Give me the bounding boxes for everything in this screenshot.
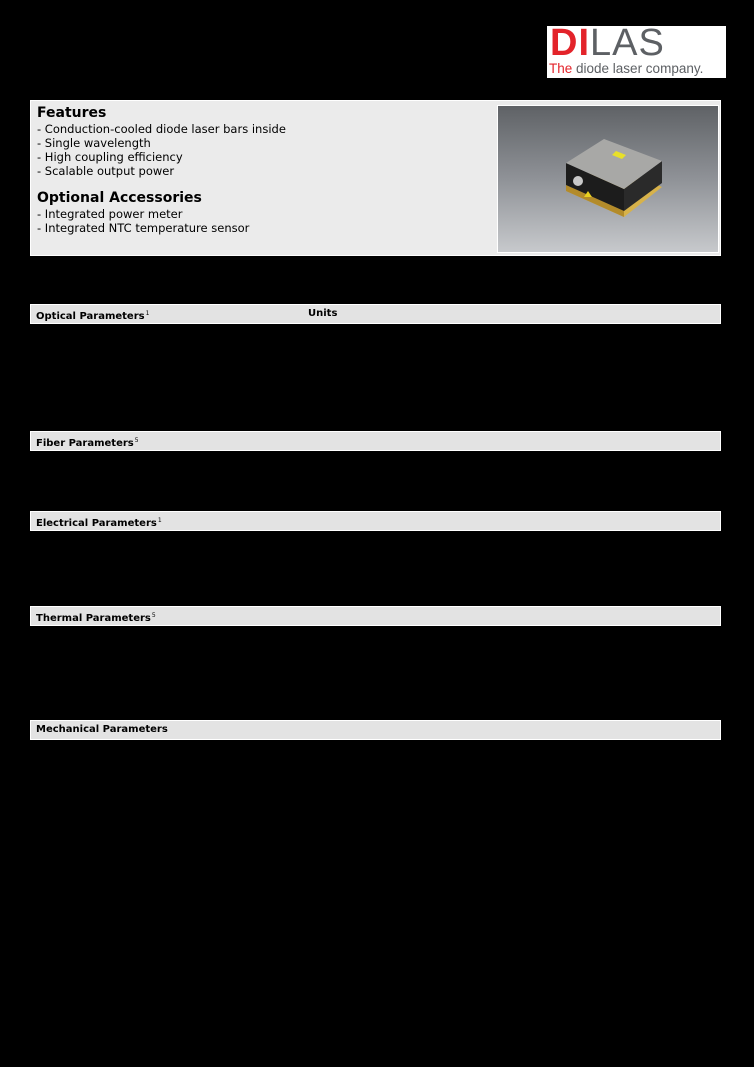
feature-item: - Single wavelength (37, 136, 151, 150)
footnote-ref: 1 (145, 310, 150, 317)
section-header-electrical (30, 511, 721, 531)
logo-tagline (549, 61, 703, 76)
logo-gray-part: LAS (590, 22, 665, 64)
section-title: Fiber Parameters (36, 438, 134, 449)
footnote-ref: 5 (151, 612, 156, 619)
logo-red-part: DI (550, 22, 590, 64)
accessories-list (37, 207, 286, 235)
section-title: Optical Parameters (36, 311, 145, 322)
accessories-title: Optional Accessories (37, 190, 202, 206)
section-title: Mechanical Parameters (36, 724, 168, 735)
feature-item: - High coupling efficiency (37, 150, 183, 164)
section-label (36, 305, 149, 326)
tagline-gray: diode laser company. (572, 61, 704, 76)
section-label (36, 432, 139, 453)
feature-item: - Scalable output power (37, 164, 175, 178)
logo-wordmark (550, 24, 665, 62)
dilas-logo (547, 22, 726, 78)
accessory-item: - Integrated power meter (37, 207, 183, 221)
section-header-fiber (30, 431, 721, 451)
section-label (36, 721, 168, 739)
units-column-header: Units (308, 308, 338, 319)
features-panel (30, 100, 721, 256)
section-header-mechanical (30, 720, 721, 740)
section-label (36, 512, 162, 533)
features-title: Features (37, 105, 107, 121)
section-label (36, 607, 156, 628)
footnote-ref: 5 (134, 437, 139, 444)
features-text (37, 105, 286, 235)
section-title: Thermal Parameters (36, 613, 151, 624)
accessory-item: - Integrated NTC temperature sensor (37, 221, 250, 235)
footnote-ref: 1 (157, 517, 162, 524)
section-header-optical (30, 304, 721, 324)
tagline-red: The (549, 61, 573, 76)
laser-module-icon (564, 139, 664, 219)
section-title: Electrical Parameters (36, 518, 157, 529)
product-photo (497, 105, 719, 253)
feature-item: - Conduction-cooled diode laser bars inside (37, 122, 286, 136)
features-list (37, 122, 286, 178)
section-header-thermal (30, 606, 721, 626)
